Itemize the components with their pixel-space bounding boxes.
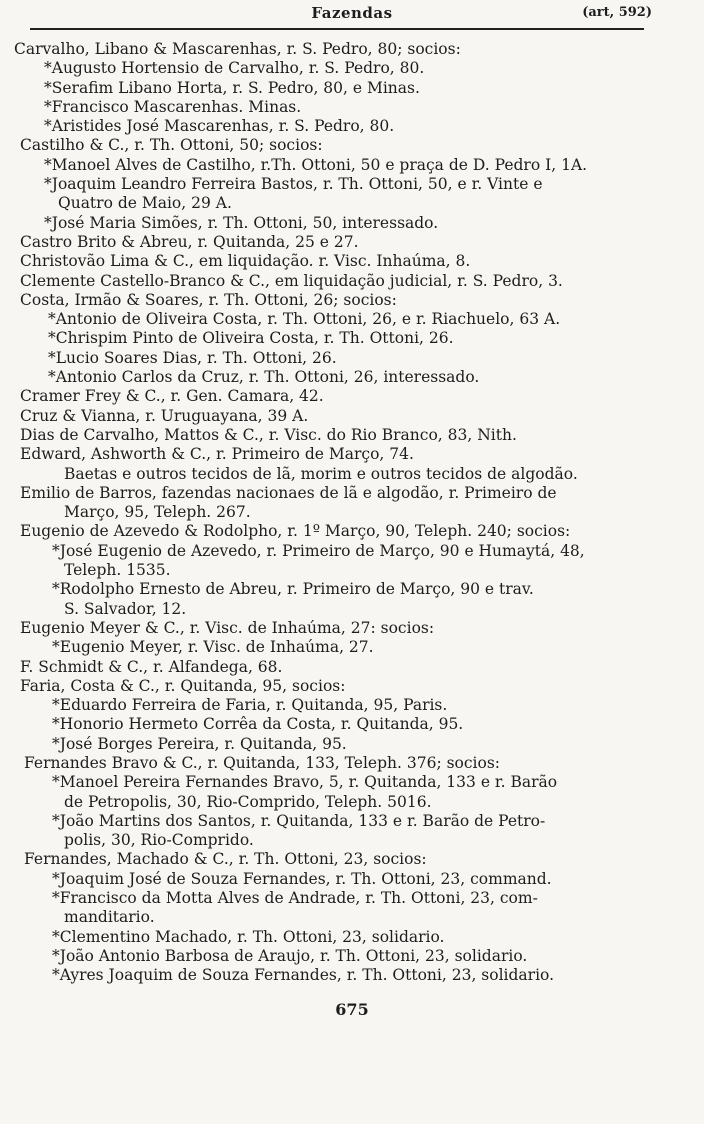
listing-line: Teleph. 1535. [64, 561, 171, 580]
listing-line: Cruz & Vianna, r. Uruguayana, 39 A. [20, 406, 309, 425]
listing-line: *Clementino Machado, r. Th. Ottoni, 23, solidario. [52, 927, 445, 946]
listing-line: *Manoel Pereira Fernandes Bravo, 5, r. Quitanda, 133 e r. Barão [52, 773, 558, 792]
listing-line: *Serafim Libano Horta, r. S. Pedro, 80, e Minas. [44, 78, 420, 97]
listing-line: *Manoel Alves de Castilho, r.Th. Ottoni, 50 e praça de D. Pedro I, 1A. [44, 155, 588, 174]
listing-line: Carvalho, Libano & Mascarenhas, r. S. Pedro, 80; socios: [14, 40, 461, 58]
listing-line: *Joaquim Leandro Ferreira Bastos, r. Th. Ottoni, 50, e r. Vinte e [44, 175, 543, 194]
listing-line: Março, 95, Teleph. 267. [64, 503, 251, 522]
listing-line: Emilio de Barros, fazendas nacionaes de lã e algodão, r. Primeiro de [20, 483, 557, 502]
listing-line: Eugenio Meyer & C., r. Visc. de Inhaúma, 27: socios: [20, 618, 435, 637]
directory-listing [0, 40, 704, 986]
listing-line: Castro Brito & Abreu, r. Quitanda, 25 e 27. [20, 232, 359, 251]
section-title: Fazendas [311, 4, 393, 22]
listing-line: *José Borges Pereira, r. Quitanda, 95. [52, 734, 347, 753]
listing-line: *Honorio Hermeto Corrêa da Costa, r. Quitanda, 95. [52, 715, 464, 734]
listing-line: *Chrispim Pinto de Oliveira Costa, r. Th. Ottoni, 26. [48, 329, 454, 348]
listing-line: *Rodolpho Ernesto de Abreu, r. Primeiro de Março, 90 e trav. [52, 580, 534, 599]
listing-line: *Francisco Mascarenhas. Minas. [44, 97, 302, 116]
listing-line: Baetas e outros tecidos de lã, morim e outros tecidos de algodão. [64, 464, 578, 483]
listing-line: *Augusto Hortensio de Carvalho, r. S. Pedro, 80. [44, 59, 425, 78]
listing-line: *José Maria Simões, r. Th. Ottoni, 50, interessado. [44, 213, 439, 232]
listing-line: manditario. [64, 908, 155, 927]
listing-line: Cramer Frey & C., r. Gen. Camara, 42. [20, 387, 324, 406]
listing-line: Clemente Castello-Branco & C., em liquidação judicial, r. S. Pedro, 3. [20, 271, 563, 290]
listing-line: Edward, Ashworth & C., r. Primeiro de Março, 74. [20, 445, 414, 464]
listing-line: *Ayres Joaquim de Souza Fernandes, r. Th. Ottoni, 23, solidario. [52, 966, 555, 985]
header-rule [30, 28, 644, 30]
listing-line: Costa, Irmão & Soares, r. Th. Ottoni, 26; socios: [20, 290, 397, 309]
listing-line: *Lucio Soares Dias, r. Th. Ottoni, 26. [48, 348, 337, 367]
listing-line: *José Eugenio de Azevedo, r. Primeiro de Março, 90 e Humaytá, 48, [52, 541, 585, 560]
listing-line: Christovão Lima & C., em liquidação. r. Visc. Inhaúma, 8. [20, 252, 471, 271]
listing-line: Quatro de Maio, 29 A. [58, 194, 232, 213]
listing-line: S. Salvador, 12. [64, 599, 187, 618]
listing-line: Fernandes Bravo & C., r. Quitanda, 133, Teleph. 376; socios: [24, 753, 501, 772]
listing-line: *Aristides José Mascarenhas, r. S. Pedro, 80. [44, 117, 395, 136]
listing-line: Eugenio de Azevedo & Rodolpho, r. 1º Março, 90, Teleph. 240; socios: [20, 522, 571, 541]
listing-line: *Antonio de Oliveira Costa, r. Th. Ottoni, 26, e r. Riachuelo, 63 A. [48, 310, 561, 329]
listing-line: *Eugenio Meyer, r. Visc. de Inhaúma, 27. [52, 638, 374, 657]
listing-line: de Petropolis, 30, Rio-Comprido, Teleph. 5016. [64, 792, 432, 811]
listing-line: *João Martins dos Santos, r. Quitanda, 133 e r. Barão de Petro- [52, 811, 546, 830]
listing-line: Dias de Carvalho, Mattos & C., r. Visc. do Rio Branco, 83, Nith. [20, 425, 517, 444]
listing-line: *Joaquim José de Souza Fernandes, r. Th. Ottoni, 23, command. [52, 869, 552, 888]
page-number: 675 [335, 1000, 369, 1019]
listing-line: *João Antonio Barbosa de Araujo, r. Th. Ottoni, 23, solidario. [52, 946, 528, 965]
listing-line: polis, 30, Rio-Comprido. [64, 831, 254, 850]
listing-line: F. Schmidt & C., r. Alfandega, 68. [20, 657, 283, 676]
article-reference: (art, 592) [582, 5, 652, 20]
listing-line: Castilho & C., r. Th. Ottoni, 50; socios: [20, 136, 323, 155]
listing-line: *Francisco da Motta Alves de Andrade, r. Th. Ottoni, 23, com- [52, 889, 538, 908]
page-header [0, 4, 704, 26]
listing-line: Faria, Costa & C., r. Quitanda, 95, socios: [20, 676, 346, 695]
listing-line: Fernandes, Machado & C., r. Th. Ottoni, 23, socios: [24, 850, 427, 869]
listing-line: *Antonio Carlos da Cruz, r. Th. Ottoni, 26, interessado. [48, 368, 480, 387]
listing-line: *Eduardo Ferreira de Faria, r. Quitanda, 95, Paris. [52, 696, 448, 715]
